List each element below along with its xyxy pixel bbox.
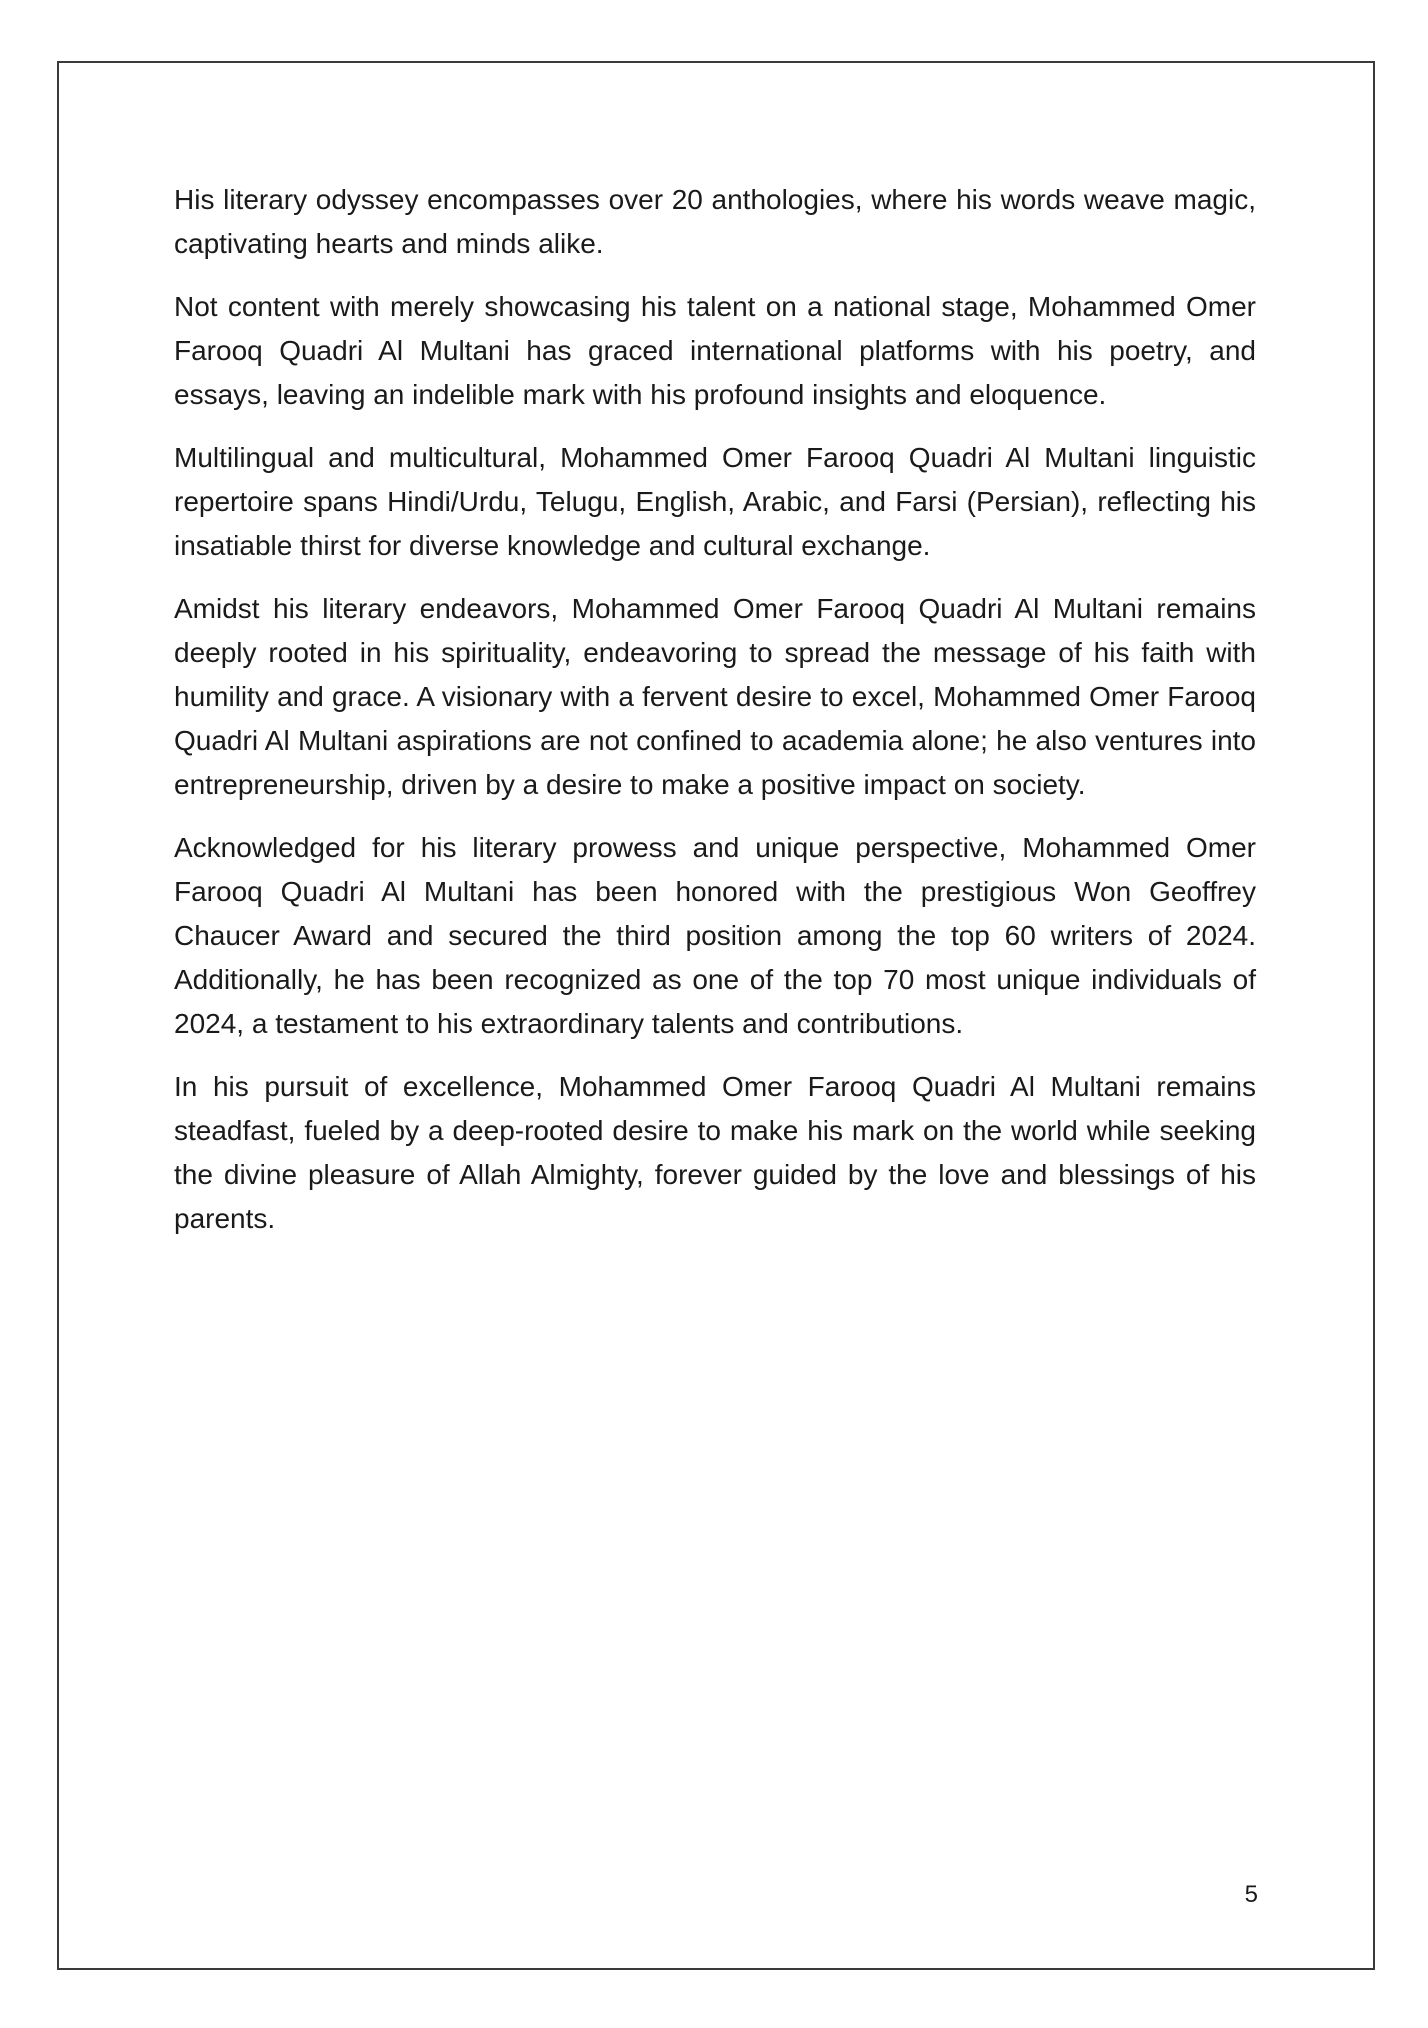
paragraph: His literary odyssey encompasses over 20 anthologies, where his words weave magic, captivating hearts and minds alike.: [174, 184, 1256, 259]
paragraph: Not content with merely showcasing his talent on a national stage, Mohammed Omer Farooq Quadri Al Multani has graced international platforms with his poetry, and essays, leaving an indelible mark with his profound insights and eloquence.: [174, 291, 1256, 410]
paragraph: Acknowledged for his literary prowess and unique perspective, Mohammed Omer Farooq Quadri Al Multani has been honored with the prestigious Won Geoffrey Chaucer Award and secured the third position among the top 60 writers of 2024. Additionally, he has been recognized as one of the top 70 most unique individuals of 2024, a testament to his extraordinary talents and contributions.: [174, 832, 1256, 1039]
paragraph: In his pursuit of excellence, Mohammed Omer Farooq Quadri Al Multani remains steadfast, fueled by a deep-rooted desire to make his mark on the world while seeking the divine pleasure of Allah Almighty, forever guided by the love and blessings of his parents.: [174, 1071, 1256, 1234]
page-number: 5: [1244, 1881, 1258, 1908]
paragraph: Amidst his literary endeavors, Mohammed Omer Farooq Quadri Al Multani remains deeply rooted in his spirituality, endeavoring to spread the message of his faith with humility and grace. A visionary with a fervent desire to excel, Mohammed Omer Farooq Quadri Al Multani aspirations are not confined to academia alone; he also ventures into entrepreneurship, driven by a desire to make a positive impact on society.: [174, 593, 1256, 800]
paragraph: Multilingual and multicultural, Mohammed Omer Farooq Quadri Al Multani linguistic repertoire spans Hindi/Urdu, Telugu, English, Arabic, and Farsi (Persian), reflecting his insatiable thirst for diverse knowledge and cultural exchange.: [174, 442, 1256, 561]
document-body: [174, 178, 1256, 1260]
